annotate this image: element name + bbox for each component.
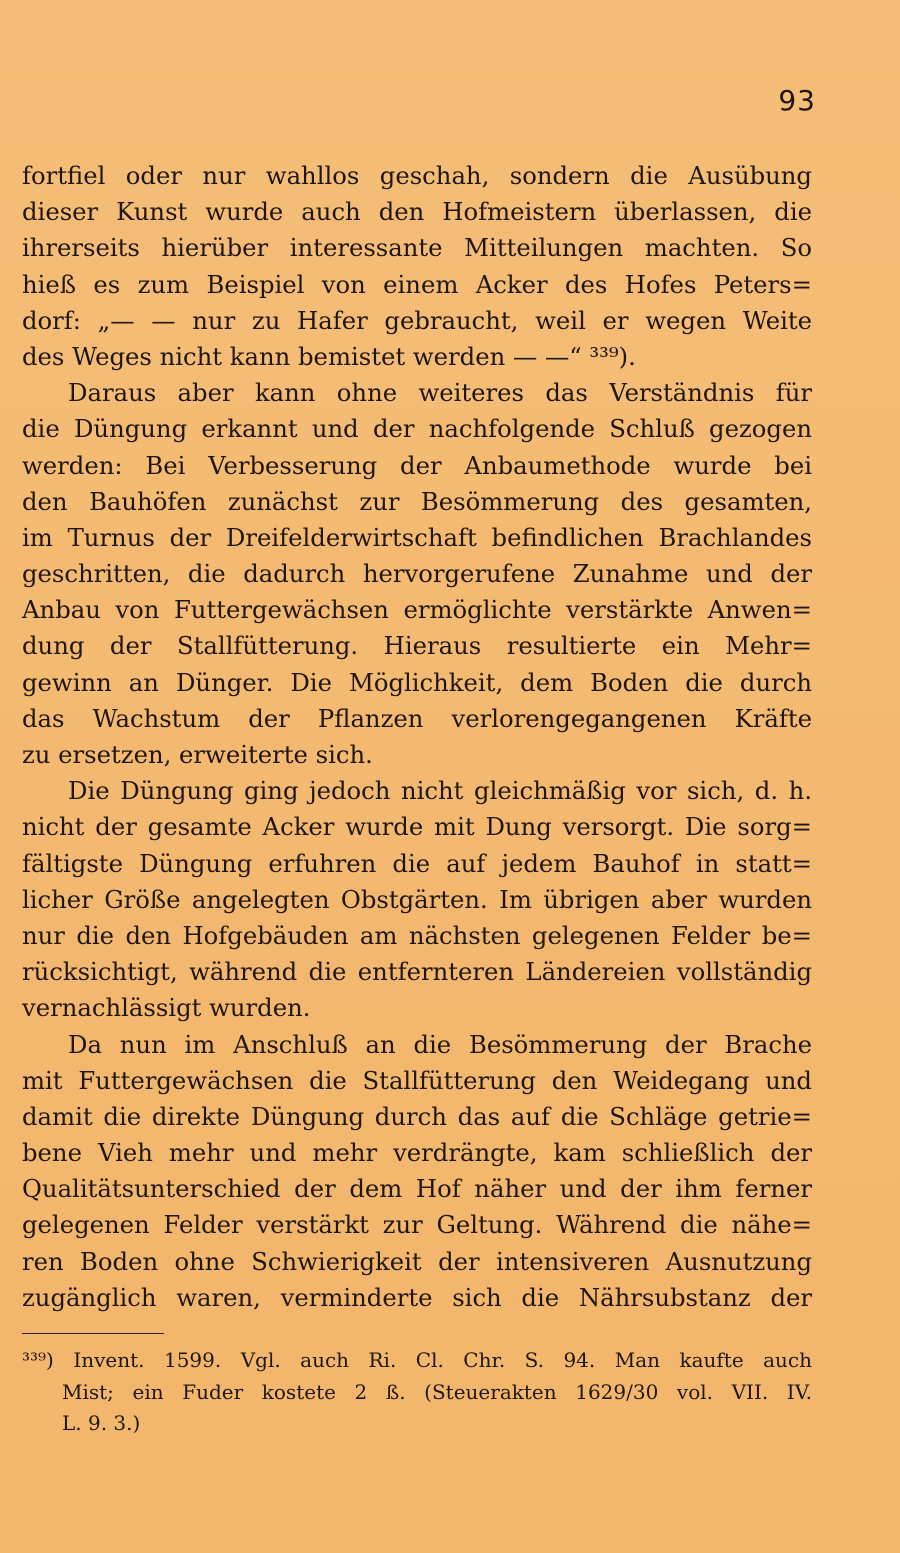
paragraph (22, 375, 812, 773)
text-line: Da nun im Anschluß an die Besömmerung der Brache (68, 1029, 812, 1059)
text-line: des Weges nicht kann bemistet werden — —“ ³³⁹). (22, 341, 636, 371)
text-line: das Wachstum der Pflanzen verlorengegangenen Kräfte (22, 703, 812, 733)
text-line: zu ersetzen, erweiterte sich. (22, 740, 373, 769)
text-line: vernachlässigt wurden. (22, 993, 311, 1023)
text-line: im Turnus der Dreifelderwirtschaft befindlichen Brachlandes (22, 522, 812, 552)
text-line: nur die den Hofgebäuden am nächsten gelegenen Felder be= (22, 920, 812, 950)
text-line: Die Düngung ging jedoch nicht gleichmäßig vor sich, d. h. (68, 776, 812, 806)
text-line: den Bauhöfen zunächst zur Besömmerung des gesamten, (22, 486, 812, 516)
text-line: Qualitätsunterschied der dem Hof näher und der ihm ferner (22, 1174, 812, 1204)
footnote-divider (22, 1333, 164, 1334)
text-line: dieser Kunst wurde auch den Hofmeistern überlassen, die (22, 197, 812, 227)
text-line: licher Größe angelegten Obstgärten. Im übrigen aber wurden (22, 884, 812, 914)
footnote-marker: ³³⁹) (22, 1348, 74, 1372)
footnote (22, 1345, 812, 1440)
body-text (22, 158, 812, 1316)
footnotes (22, 1345, 812, 1440)
text-line: mit Futtergewächsen die Stallfütterung den Weidegang und (22, 1065, 812, 1095)
text-line: ihrerseits hierüber interessante Mitteilungen machten. So (22, 233, 812, 263)
footnote-line (22, 1345, 812, 1377)
text-line: die Düngung erkannt und der nachfolgende Schluß gezogen (22, 414, 812, 444)
text-line: ren Boden ohne Schwierigkeit der intensiveren Ausnutzung (22, 1246, 812, 1276)
text-line: nicht der gesamte Acker wurde mit Dung versorgt. Die sorg= (22, 812, 812, 842)
paragraph (22, 773, 812, 1026)
page-number: 93 (778, 84, 816, 117)
paragraph (22, 158, 812, 375)
text-line: damit die direkte Düngung durch das auf die Schläge getrie= (22, 1101, 812, 1131)
text-line: dorf: „— — nur zu Hafer gebraucht, weil er wegen Weite (22, 305, 812, 335)
text-line: fältigste Düngung erfuhren die auf jedem Bauhof in statt= (22, 848, 812, 878)
text-line: gewinn an Dünger. Die Möglichkeit, dem Boden die durch (22, 667, 812, 697)
footnote-line: Mist; ein Fuder kostete 2 ß. (Steuerakten 1629/30 vol. VII. IV. (62, 1379, 812, 1404)
text-line: zugänglich waren, verminderte sich die Nährsubstanz der (22, 1282, 812, 1312)
text-line: hieß es zum Beispiel von einem Acker des Hofes Peters= (22, 269, 812, 299)
text-line: gelegenen Felder verstärkt zur Geltung. Während die nähe= (22, 1210, 812, 1240)
text-line: rücksichtigt, während die entfernteren Ländereien vollständig (22, 957, 812, 987)
text-line: dung der Stallfütterung. Hieraus resultierte ein Mehr= (22, 631, 812, 661)
footnote-line: L. 9. 3.) (62, 1411, 141, 1435)
text-line: geschritten, die dadurch hervorgerufene Zunahme und der (22, 559, 812, 589)
text-line: werden: Bei Verbesserung der Anbaumethode wurde bei (22, 450, 812, 480)
paragraph (22, 1027, 812, 1317)
text-line: Anbau von Futtergewächsen ermöglichte verstärkte Anwen= (22, 595, 812, 625)
text-line: fortfiel oder nur wahllos geschah, sondern die Ausübung (22, 161, 812, 190)
text-line: bene Vieh mehr und mehr verdrängte, kam schließlich der (22, 1138, 812, 1168)
footnote-text: Invent. 1599. Vgl. auch Ri. Cl. Chr. S. 94. Man kaufte auch (73, 1348, 813, 1372)
text-line: Daraus aber kann ohne weiteres das Verständnis für (68, 378, 812, 408)
